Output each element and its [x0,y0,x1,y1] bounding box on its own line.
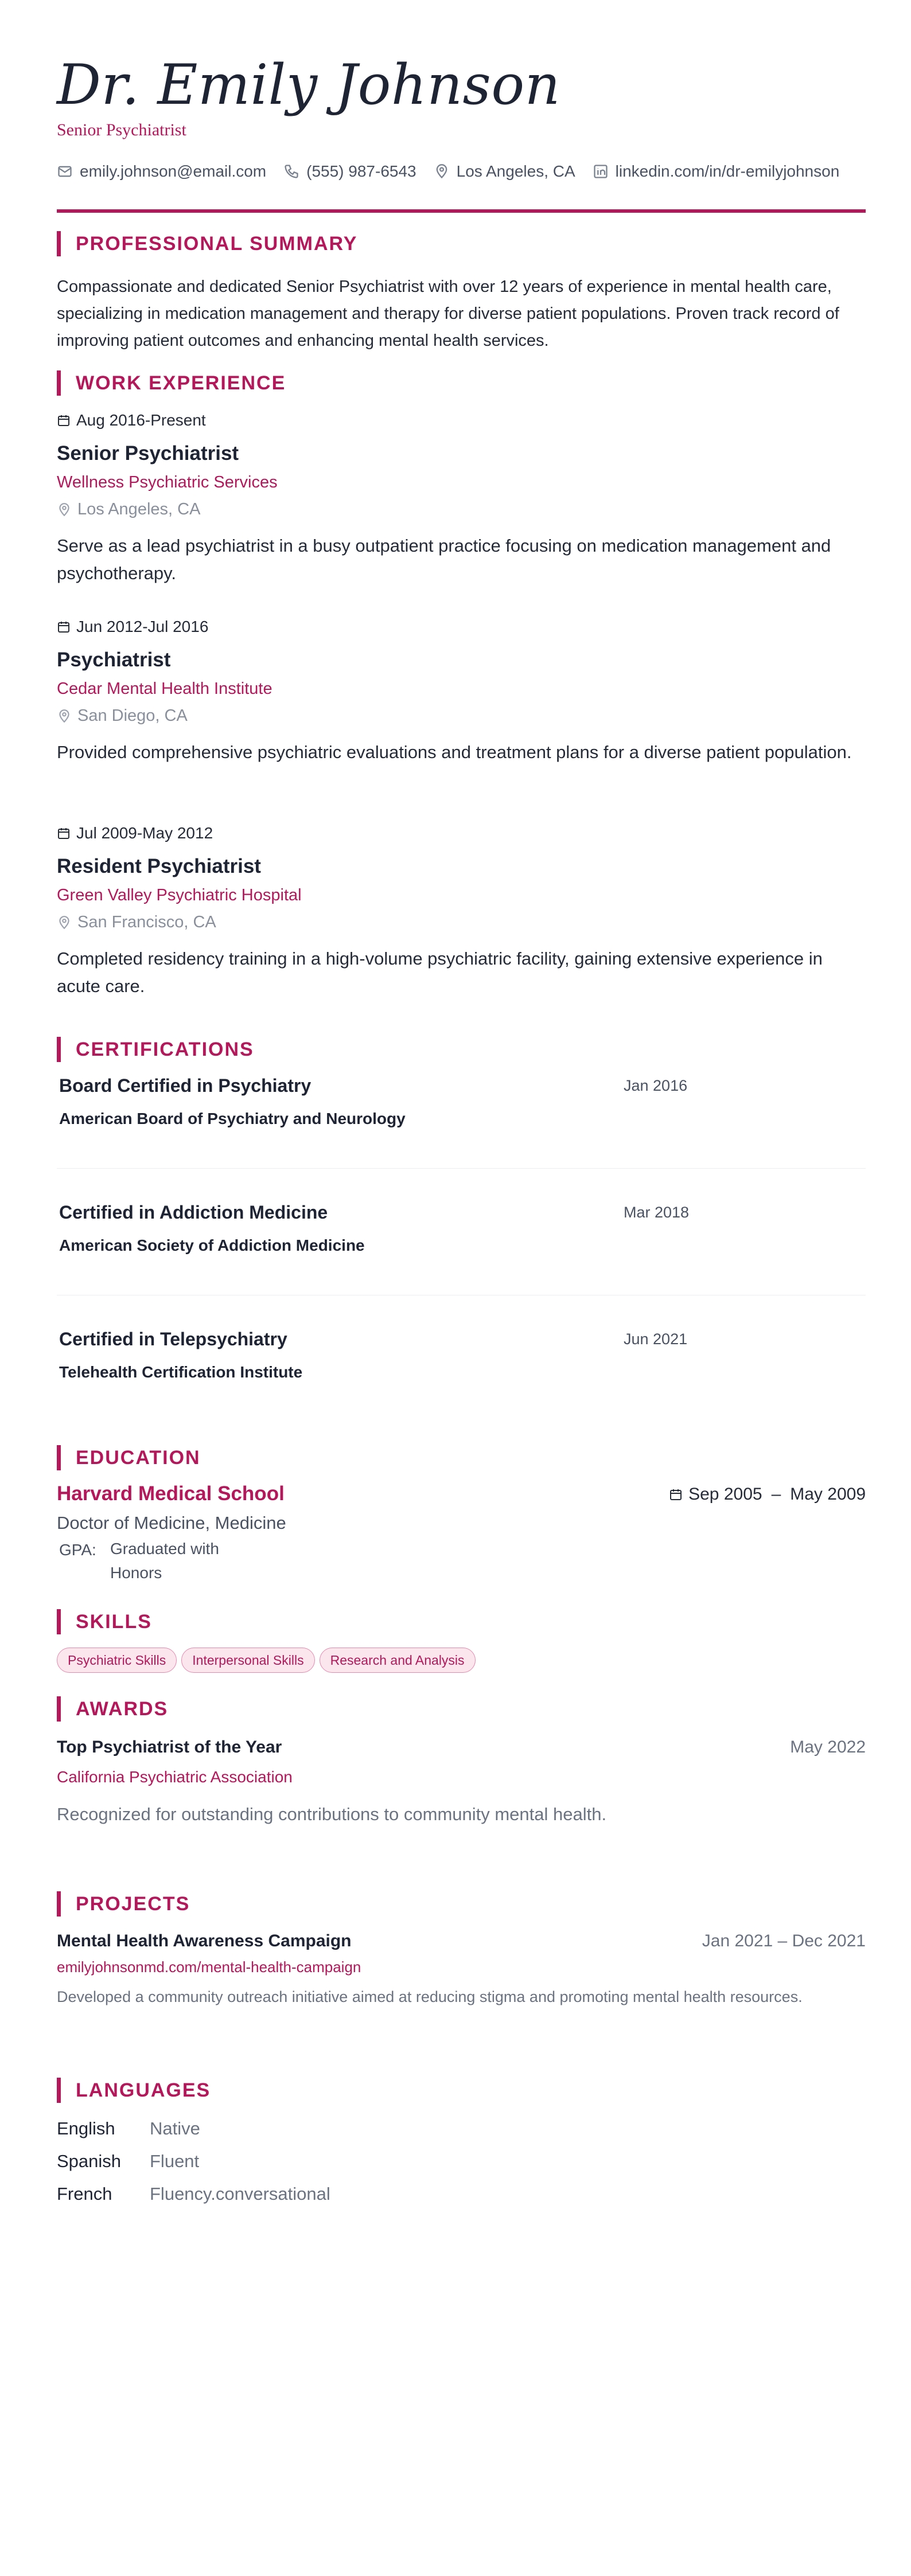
education-school: Harvard Medical School [57,1482,285,1505]
email-text: emily.johnson@email.com [80,162,267,180]
calendar-icon [57,413,71,427]
phone-icon [283,163,299,179]
work-company: Wellness Psychiatric Services [57,473,278,491]
calendar-icon [669,1488,683,1501]
work-dates [57,618,208,636]
certification-date: Jun 2021 [624,1330,688,1348]
candidate-role: Senior Psychiatrist [57,120,186,139]
work-position: Psychiatrist [57,649,171,671]
project-dates: Jan 2021 – Dec 2021 [702,1931,866,1950]
certification-date: Jan 2016 [624,1077,688,1094]
award-description: Recognized for outstanding contributions to community mental health. [57,1804,607,1824]
work-description: Completed residency training in a high-volume psychiatric facility, gaining extensive experience in acute care. [57,949,823,996]
work-location-text: San Diego, CA [77,707,188,725]
summary-text: Compassionate and dedicated Senior Psychiatrist with over 12 years of experience in mental health care, specializing in medication management and therapy for diverse patient populations. Proven track record of improving patient outcomes and enhancing mental health services. [57,278,839,350]
certification-name: Certified in Telepsychiatry [59,1329,287,1349]
award-date: May 2022 [790,1738,866,1757]
language-name: Spanish [57,2151,122,2171]
language-level: Native [150,2118,200,2138]
certification-name: Certified in Addiction Medicine [59,1202,328,1223]
projects-section-title: PROJECTS [57,1891,190,1917]
summary-section-title: PROFESSIONAL SUMMARY [57,231,357,256]
certification-divider [57,1168,866,1169]
certification-issuer: American Board of Psychiatry and Neurology [59,1110,406,1127]
work-company: Cedar Mental Health Institute [57,680,272,698]
certification-name: Board Certified in Psychiatry [59,1075,312,1096]
contact-linkedin[interactable] [593,162,840,181]
contact-email[interactable] [57,162,266,181]
certification-issuer: Telehealth Certification Institute [59,1363,303,1381]
linkedin-text: linkedin.com/in/dr-emilyjohnson [615,162,840,180]
languages-section-title: LANGUAGES [57,2078,211,2103]
certification-issuer: American Society of Addiction Medicine [59,1236,365,1254]
work-position: Resident Psychiatrist [57,855,261,877]
phone-text: (555) 987-6543 [306,162,416,180]
calendar-icon [57,826,71,840]
location-pin-icon [57,502,72,517]
award-name: Top Psychiatrist of the Year [57,1738,282,1757]
skill-chip: Psychiatric Skills [57,1648,177,1673]
work-position: Senior Psychiatrist [57,442,239,465]
education-date-dash: – [771,1485,781,1504]
work-section-title: WORK EXPERIENCE [57,370,286,396]
work-company: Green Valley Psychiatric Hospital [57,886,302,904]
work-description: Provided comprehensive psychiatric evaluations and treatment plans for a diverse patient population. [57,742,852,762]
calendar-icon [57,620,71,634]
work-location [57,913,216,932]
education-dates [669,1485,866,1504]
work-dates-text: Jun 2012-Jul 2016 [76,618,209,635]
certification-date: Mar 2018 [624,1204,690,1221]
work-dates [57,824,213,842]
work-dates-text: Jul 2009-May 2012 [76,824,213,842]
education-degree: Doctor of Medicine, Medicine [57,1513,286,1533]
skill-chip: Interpersonal Skills [181,1648,314,1673]
project-name: Mental Health Awareness Campaign [57,1931,352,1950]
skill-chip: Research and Analysis [320,1648,476,1673]
contact-phone[interactable] [283,162,416,181]
project-description: Developed a community outreach initiative aimed at reducing stigma and promoting mental health resources. [57,1988,803,2005]
location-pin-icon [434,163,450,179]
contact-bar [57,162,857,181]
linkedin-icon [593,163,609,179]
education-start: Sep 2005 [688,1485,762,1504]
education-end: May 2009 [790,1485,866,1504]
skills-section-title: SKILLS [57,1609,152,1634]
work-dates-text: Aug 2016-Present [76,411,206,429]
mail-icon [57,163,73,179]
location-pin-icon [57,915,72,930]
education-gpa-value: Graduated with Honors [110,1540,219,1582]
project-link[interactable]: emilyjohnsonmd.com/mental-health-campaign [57,1958,361,1976]
work-location [57,707,188,725]
award-organization: California Psychiatric Association [57,1768,293,1786]
work-dates [57,411,206,430]
header-divider [57,209,866,213]
awards-section-title: AWARDS [57,1696,168,1722]
language-name: French [57,2184,112,2204]
work-location [57,500,200,519]
language-level: Fluent [150,2151,200,2171]
language-name: English [57,2118,115,2138]
work-description: Serve as a lead psychiatrist in a busy outpatient practice focusing on medication management and psychotherapy. [57,536,831,583]
work-location-text: Los Angeles, CA [77,500,201,518]
language-level: Fluency.conversational [150,2184,330,2204]
location-pin-icon [57,709,72,724]
education-gpa-label: GPA: [59,1541,96,1559]
skills-list [57,1648,480,1673]
location-text: Los Angeles, CA [456,162,575,180]
education-section-title: EDUCATION [57,1445,201,1470]
contact-location [434,162,575,181]
candidate-name: Dr. Emily Johnson [57,53,560,117]
certifications-section-title: CERTIFICATIONS [57,1037,254,1062]
work-location-text: San Francisco, CA [77,913,216,931]
